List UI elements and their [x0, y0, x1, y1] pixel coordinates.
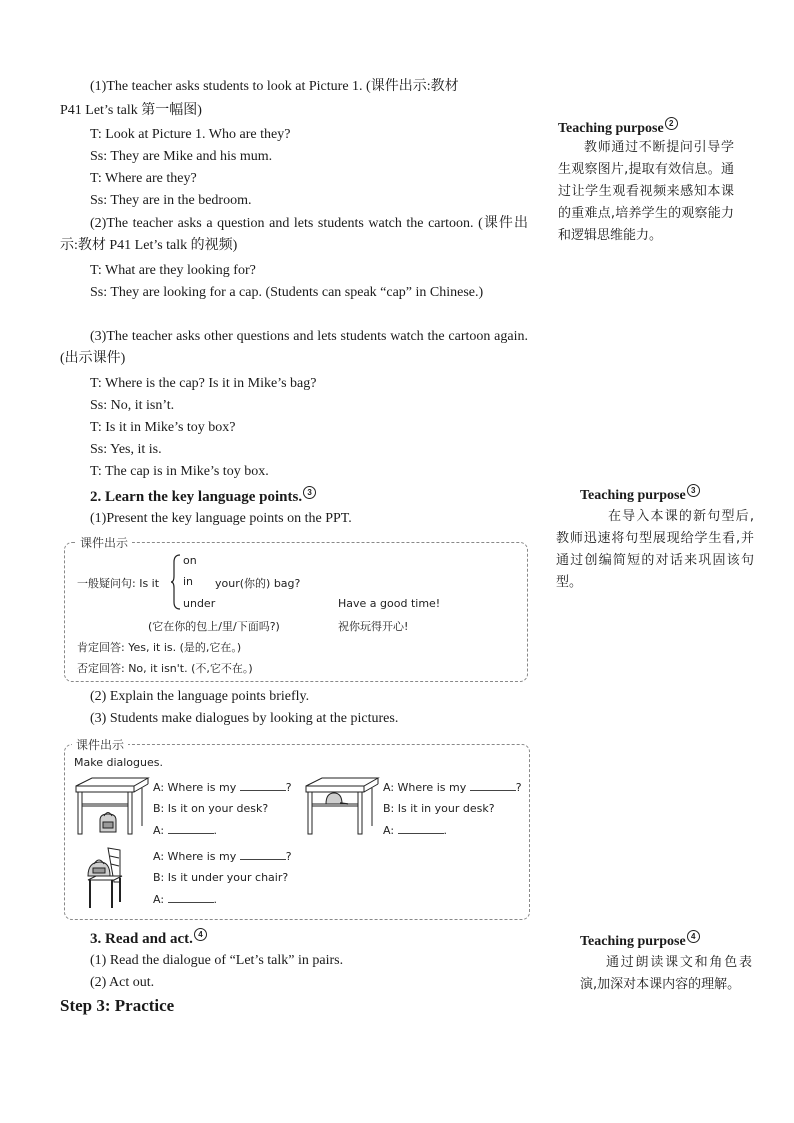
brace-icon	[170, 554, 182, 610]
section-heading-text: 3. Read and act.	[90, 931, 193, 947]
teaching-purpose-body: 在导入本课的新句型后,教师迅速将句型展现给学生看,并通过创编简短的对话来巩固该句型。	[556, 509, 754, 590]
negative-answer: 否定回答: No, it isn't. (不,它不在。)	[77, 662, 253, 675]
dialogue-a2-end: .	[213, 824, 218, 837]
dialogue-line: T: Is it in Mike’s toy box?	[90, 420, 236, 435]
dialogue-a2-text: A:	[383, 824, 395, 837]
dialogue-a1-text: A: Where is my	[153, 850, 237, 863]
teaching-purpose-title	[580, 930, 700, 950]
dialogue-line: Ss: Yes, it is.	[90, 442, 162, 457]
paragraph-1a: (1)The teacher asks students to look at Picture 1. (课件出示:教材	[90, 79, 459, 94]
desk-with-bag-image	[72, 776, 150, 836]
dialogue-a1-end: ?	[285, 781, 292, 794]
dialogue-a2-end: .	[443, 824, 448, 837]
dialogue-a1-end: ?	[285, 850, 292, 863]
option-under: under	[183, 597, 216, 610]
teaching-purpose-text: Teaching purpose	[580, 934, 686, 949]
teaching-purpose-text: Teaching purpose	[558, 121, 664, 136]
footnote-number: 4	[687, 930, 700, 943]
dialogue-line: T: Where is the cap? Is it in Mike’s bag?	[90, 376, 317, 391]
paragraph-5: (2) Explain the language points briefly.	[90, 689, 310, 704]
paragraph-2: (2)The teacher asks a question and lets students watch the cartoon. (课件出示:教材 P41 Let’s talk 的视频)	[60, 216, 528, 253]
dialogue-a2-text: A:	[153, 893, 165, 906]
dialogue-a2	[383, 823, 447, 837]
blank-line	[168, 823, 214, 834]
blank-line	[168, 892, 214, 903]
dialogue-line: Ss: No, it isn’t.	[90, 398, 175, 413]
dialogue-line: Ss: They are Mike and his mum.	[90, 149, 273, 164]
section-heading-3	[90, 928, 207, 949]
teaching-purpose-body: 通过朗读课文和角色表演,加深对本课内容的理解。	[580, 955, 752, 992]
question-prefix: 一般疑问句: Is it	[77, 577, 160, 590]
blank-line	[240, 849, 286, 860]
dialogue-a1	[153, 780, 292, 794]
blank-line	[240, 780, 286, 791]
dialogue-line: T: Look at Picture 1. Who are they?	[90, 127, 291, 142]
dialogue-b: B: Is it in your desk?	[383, 802, 495, 815]
dialogue-a1-end: ?	[515, 781, 522, 794]
chair-with-bag-image	[80, 846, 128, 910]
option-on: on	[183, 554, 197, 567]
have-fun-translation: 祝你玩得开心!	[338, 620, 409, 633]
dialogue-a2-end: .	[213, 893, 218, 906]
dialogue-line: T: What are they looking for?	[90, 263, 256, 278]
footnote-number: 3	[687, 484, 700, 497]
dialogue-a2-text: A:	[153, 824, 165, 837]
blank-line	[470, 780, 516, 791]
desk-with-cap-image	[302, 776, 380, 836]
option-in: in	[183, 575, 194, 588]
dialogue-a2	[153, 892, 217, 906]
dialogue-line: T: Where are they?	[90, 171, 197, 186]
dialogue-b: B: Is it under your chair?	[153, 871, 289, 884]
question-gloss: (它在你的包上/里/下面吗?)	[148, 620, 280, 633]
have-fun-phrase: Have a good time!	[338, 597, 441, 610]
dialogue-a2	[153, 823, 217, 837]
teaching-purpose-text: Teaching purpose	[580, 488, 686, 503]
dialogue-b: B: Is it on your desk?	[153, 802, 269, 815]
teaching-purpose-title	[558, 117, 678, 137]
teaching-purpose-body: 教师通过不断提问引导学生观察图片,提取有效信息。通过让学生观看视频来感知本课的重难点,培养学生的观察能力和逻辑思维能力。	[558, 140, 734, 243]
paragraph-6: (3) Students make dialogues by looking at the pictures.	[90, 711, 399, 726]
paragraph-8: (2) Act out.	[90, 975, 155, 990]
footnote-number: 2	[665, 117, 678, 130]
step-heading: Step 3: Practice	[60, 996, 175, 1015]
footnote-number: 3	[303, 486, 316, 499]
dialogue-line: Ss: They are in the bedroom.	[90, 193, 252, 208]
blank-line	[398, 823, 444, 834]
dialogue-line: Ss: They are looking for a cap. (Students can speak “cap” in Chinese.)	[90, 285, 484, 300]
courseware-label: 课件出示	[72, 736, 128, 753]
dialogue-a1-text: A: Where is my	[383, 781, 467, 794]
section-heading-text: 2. Learn the key language points.	[90, 489, 303, 505]
courseware-label: 课件出示	[76, 534, 132, 551]
exercise-title: Make dialogues.	[74, 756, 163, 769]
teaching-purpose-title	[580, 484, 700, 504]
dialogue-a1	[153, 849, 292, 863]
positive-answer: 肯定回答: Yes, it is. (是的,它在。)	[77, 641, 242, 654]
footnote-number: 4	[194, 928, 207, 941]
dialogue-a1	[383, 780, 522, 794]
dialogue-line: T: The cap is in Mike’s toy box.	[90, 464, 269, 479]
paragraph-1b: P41 Let’s talk 第一幅图)	[60, 103, 202, 118]
paragraph-7: (1) Read the dialogue of “Let’s talk” in pairs.	[90, 953, 344, 968]
paragraph-4: (1)Present the key language points on the PPT.	[90, 511, 352, 526]
paragraph-3: (3)The teacher asks other questions and lets students watch the cartoon again. (出示课件)	[60, 329, 528, 366]
dialogue-a1-text: A: Where is my	[153, 781, 237, 794]
question-rest: your(你的) bag?	[215, 577, 301, 590]
section-heading-2	[90, 486, 316, 507]
